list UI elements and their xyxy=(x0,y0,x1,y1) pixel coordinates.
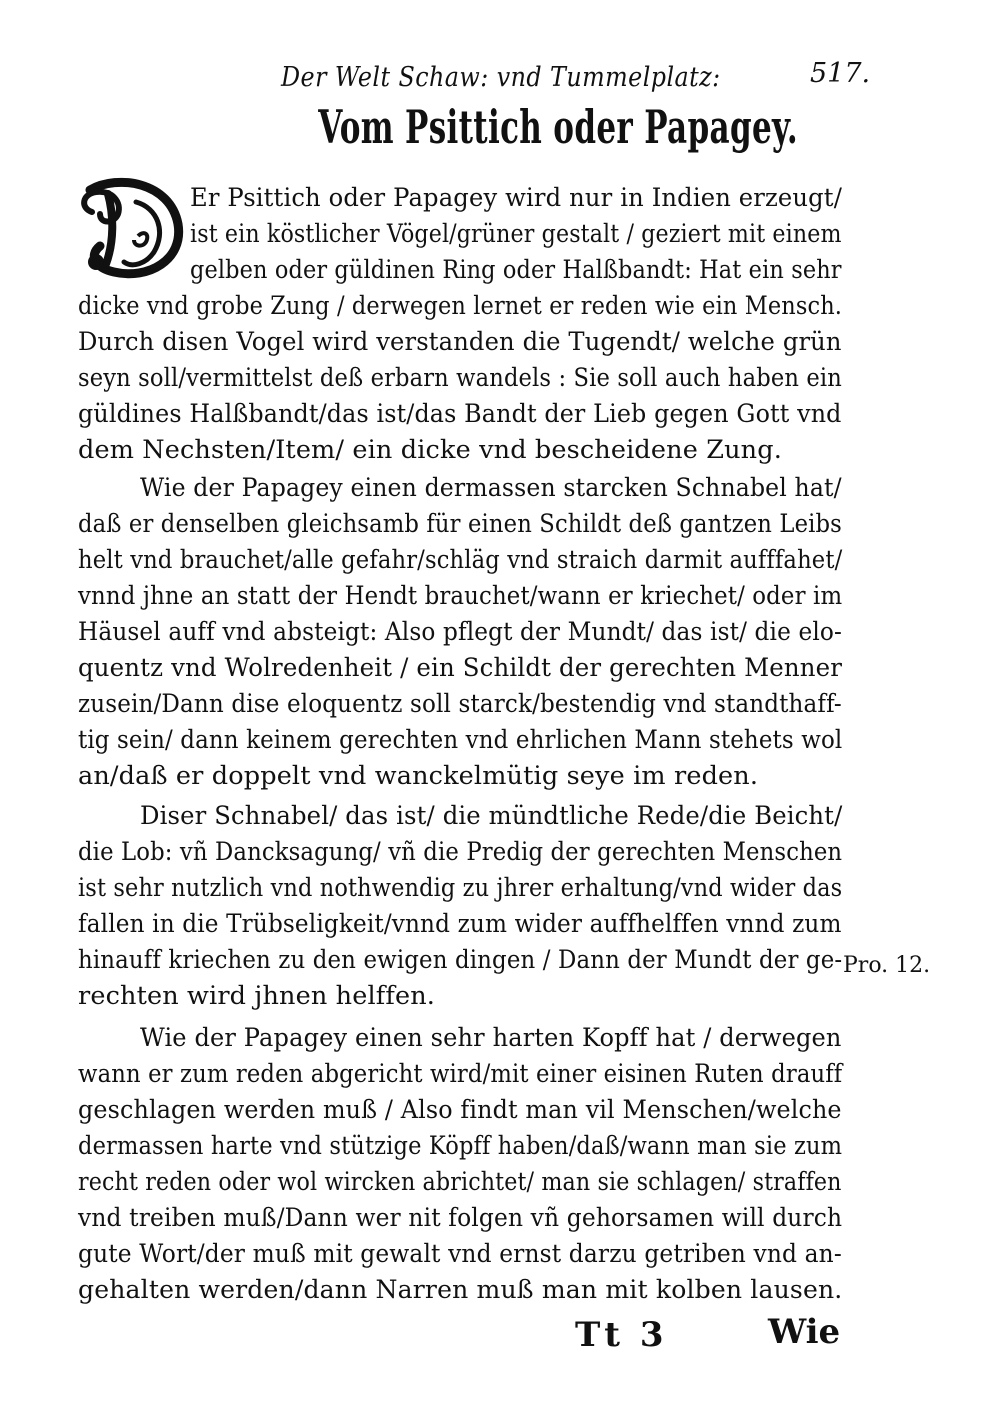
margin-reference: Pro. 12. xyxy=(843,953,931,978)
text-line: Durch disen Vogel wird verstanden die Tugendt/ welche grün xyxy=(78,327,842,357)
text-line: tig sein/ dann keinem gerechten vnd ehrlichen Mann stehets wol xyxy=(78,725,843,755)
text-line: recht reden oder wol wircken abrichtet/ man sie schlagen/ straffen xyxy=(78,1167,842,1197)
signature-mark: Tt 3 xyxy=(575,1315,668,1355)
decorated-initial-d-icon xyxy=(78,172,188,284)
text-line: dermassen harte vnd stützige Köpff haben/daß/wann man sie zum xyxy=(78,1131,843,1161)
text-line: hinauff kriechen zu den ewigen dingen / Dann der Mundt der ge- xyxy=(78,945,843,975)
text-line: ist ein köstlicher Vögel/grüner gestalt / geziert mit einem xyxy=(190,219,842,249)
text-line: daß er denselben gleichsamb für einen Schildt deß gantzen Leibs xyxy=(78,509,842,539)
text-line: rechten wird jhnen helffen. xyxy=(78,981,436,1011)
text-line: güldines Halßbandt/das ist/das Bandt der Lieb gegen Gott vnd xyxy=(78,399,842,429)
text-line: seyn soll/vermittelst deß erbarn wandels : Sie soll auch haben ein xyxy=(78,363,842,393)
text-line: Er Psittich oder Papagey wird nur in Indien erzeugt/ xyxy=(190,183,843,213)
text-line: wann er zum reden abgericht wird/mit einer eisinen Ruten drauff xyxy=(78,1059,843,1089)
text-line: vnnd jhne an statt der Hendt brauchet/wann er kriechet/ oder im xyxy=(78,581,843,611)
text-line: dicke vnd grobe Zung / derwegen lernet er reden wie ein Mensch. xyxy=(78,291,843,321)
text-line: ist sehr nutzlich vnd nothwendig zu jhrer erhaltung/vnd wider das xyxy=(78,873,843,903)
text-line: fallen in die Trübseligkeit/vnnd zum wider auffhelffen vnnd zum xyxy=(78,909,842,939)
text-line: Häusel auff vnd absteigt: Also pflegt der Mundt/ das ist/ die elo- xyxy=(78,617,842,647)
text-line: Wie der Papagey einen dermassen starcken Schnabel hat/ xyxy=(140,473,842,503)
text-line: zusein/Dann dise eloquentz soll starck/bestendig vnd standthaff- xyxy=(78,689,842,719)
text-line: helt vnd brauchet/alle gefahr/schläg vnd straich darmit aufffahet/ xyxy=(78,545,843,575)
text-line: geschlagen werden muß / Also findt man vil Menschen/welche xyxy=(78,1095,842,1125)
text-line: gehalten werden/dann Narren muß man mit kolben lausen. xyxy=(78,1275,843,1305)
text-line: dem Nechsten/Item/ ein dicke vnd bescheidene Zung. xyxy=(78,435,782,465)
text-line: an/daß er doppelt vnd wanckelmütig seye im reden. xyxy=(78,761,759,791)
text-line: vnd treiben muß/Dann wer nit folgen vñ gehorsamen will durch xyxy=(78,1203,843,1233)
text-line: die Lob: vñ Dancksagung/ vñ die Predig der gerechten Menschen xyxy=(78,837,843,867)
catchword: Wie xyxy=(768,1312,841,1352)
page-number: 517. xyxy=(810,58,871,89)
text-line: gute Wort/der muß mit gewalt vnd ernst darzu getriben vnd an- xyxy=(78,1239,842,1269)
chapter-title: Vom Psittich oder Papagey. xyxy=(318,100,798,154)
text-line: Wie der Papagey einen sehr harten Kopff hat / derwegen xyxy=(140,1023,842,1053)
running-head: Der Welt Schaw: vnd Tummelplatz: xyxy=(281,62,721,93)
decorated-initial xyxy=(78,172,188,284)
text-line: Diser Schnabel/ das ist/ die mündtliche Rede/die Beicht/ xyxy=(140,801,843,831)
text-line: gelben oder güldinen Ring oder Halßbandt: Hat ein sehr xyxy=(190,255,842,285)
text-line: quentz vnd Wolredenheit / ein Schildt der gerechten Menner xyxy=(78,653,843,683)
